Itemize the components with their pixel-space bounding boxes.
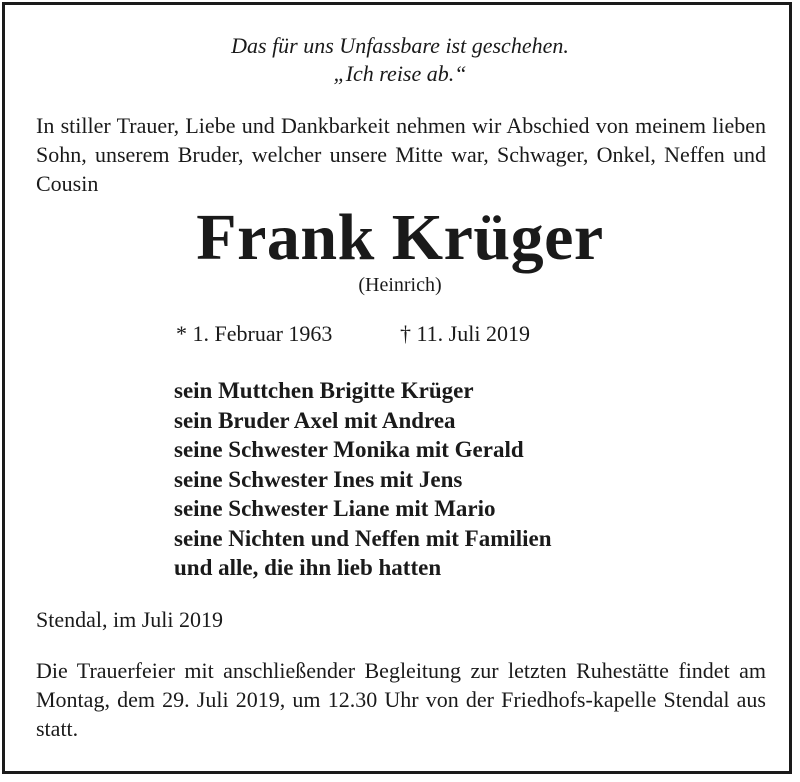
place-date: Stendal, im Juli 2019: [36, 607, 223, 632]
mourner-item: seine Schwester Ines mit Jens: [174, 466, 463, 492]
ceremony-info: Die Trauerfeier mit anschließender Begleitung zur letzten Ruhestätte findet am Montag, dem 29. Juli 2019, um 12.30 Uhr von der Friedhofs-kapelle Stendal aus statt.: [36, 658, 766, 741]
birth-date: * 1. Februar 1963: [176, 321, 333, 346]
mourner-item: sein Bruder Axel mit Andrea: [174, 407, 456, 433]
deceased-name: Frank Krüger: [196, 201, 604, 274]
mourner-item: und alle, die ihn lieb hatten: [174, 555, 442, 580]
motto-line-2: „Ich reise ab.“: [333, 61, 467, 86]
motto-line-1: Das für uns Unfassbare ist geschehen.: [231, 33, 569, 58]
death-date: † 11. Juli 2019: [400, 321, 530, 346]
mourner-item: seine Schwester Monika mit Gerald: [174, 437, 524, 462]
intro-text: In stiller Trauer, Liebe und Dankbarkeit nehmen wir Abschied von meinem lieben Sohn, unserem Bruder, welcher unsere Mitte war, Schwager, Onkel, Neffen und Cousin: [36, 113, 766, 196]
mourner-item: seine Schwester Liane mit Mario: [174, 496, 496, 521]
deceased-nickname: (Heinrich): [358, 274, 442, 296]
mourner-item: sein Muttchen Brigitte Krüger: [174, 378, 474, 403]
mourners-list: [174, 376, 552, 583]
mourner-item: seine Nichten und Neffen mit Familien: [174, 525, 552, 551]
